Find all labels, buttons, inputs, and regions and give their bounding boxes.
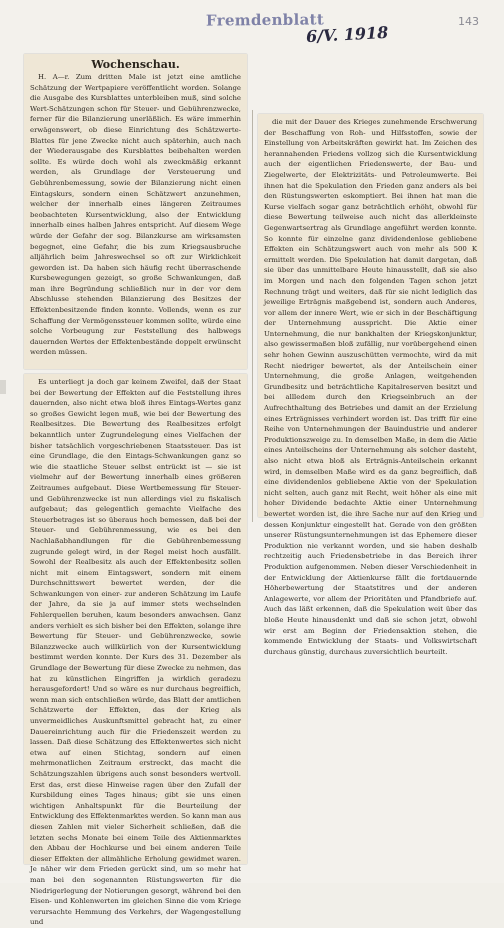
column-divider bbox=[252, 110, 253, 522]
article-paragraph-3: die mit der Dauer des Krieges zunehmende Erschwerung der Beschaffung von Roh- und Hilfsstoffen, sowie der Einstellung von Arbeitskräften gewirkt hat. Im Zeichen des herannahenden Friedens vollzog sich die Kursentwicklung auch der eigentlichen Friedenswerte, der Bau- und Ziegelwerte, der Elektrizitäts- und Petroleumwerte. Bei ihnen hat die Spekulation den Frieden ganz anders als bei den Rüstungswerten eskomptiert. Bei ihnen hat man die Kurse vielfach sogar ganz beträchtlich erhöht, obwohl für diese Bewertung teilweise auch nicht das allerkleinste Gegenwartsertrag als Grundlage angeführt werden konnte. So konnte für einzelne ganz dividendenlose gebliebene Effekten ein Schätzungswert auch von mehr als 500 K ermittelt werden. Die Spekulation hat damit dargetan, daß sie über das unmittelbare Heute hinausstellt, daß sie also im Morgen und nach den folgenden Tagen schon jetzt Rechnung trägt und weiters, daß für sie nicht lediglich das jeweilige Erträgnis maßgebend ist, sondern auch Anderes, vor allem der innere Wert, wie er sich in der Beschäftigung der Unternehmung ausspricht. Die Aktie einer Unternehmung, die nur bankhalten der Kriegskonjunktur, also gewissermaßen bloß zufällig, nur vorübergehend einen sehr hohen Gewinn auszuschütten vermochte, wird da mit Recht niedriger bewertet, als der Anteilschein einer Unternehmung, die große Anlagen, weitgehenden Grundbesitz und beträchtliche Kapitalreserven besitzt und bei allledem durch den Kriegseinbruch an der Aufrechthaltung des Betriebes und damit an der Erzielung eines Erträgnisses verhindert worden ist. Das trifft für eine Reihe von Unternehmungen der Bauindustrie und anderer Produktionszweige zu. In demselben Maße, in dem die Aktie eines Anteilscheins der Unternehmung als solcher dasteht, also nicht etwa bloß als Erträgnis-Anteilschein erkannt wird, in demselben Maße wird es da ganz begreiflich, daß eine dividendenlos gebliebene Aktie von der Spekulation nicht selten, auch ganz mit Recht, weit höher als eine mit hoher Dividende bedachte Aktie einer Unternehmung bewertet worden ist, die ihre Sache nur auf den Krieg und dessen Konjunktur eingestellt hat. Gerade von den größten unserer Rüstungsunternehmungen ist das Ephemere dieser Produktion nie verkannt worden, und sie haben deshalb rechtzeitig auch Friedensbetriebe in das Bereich ihrer Produktion aufgenommen. Neben dieser Verschiedenheit in der Entwicklung der Aktienkurse fällt die fortdauernde Höherbewertung der Staatstitres und der anderen Anlagewerte, vor allem der Prioritäten und Pfandbriefe auf. Auch das läßt erkennen, daß die Spekulation weit über das bloße Heute hinausdenkt und daß sie schon jetzt, obwohl wir erst am Beginn der Friedensaktion stehen, die kommende Entwicklung der Staats- und Volkswirtschaft durchaus günstig, durchaus zuversichtlich beurteilt. bbox=[264, 118, 477, 656]
newspaper-stamp: Fremdenblatt bbox=[205, 10, 325, 30]
article-title: Wochenschau. bbox=[91, 58, 180, 71]
handwritten-date: 6/V. 1918 bbox=[305, 22, 389, 47]
punch-hole-mark bbox=[0, 380, 6, 394]
article-paragraph-2: Es unterliegt ja doch gar keinem Zweifel, daß der Staat bei der Bewertung der Effekten auf die Feststellung ihres dauernden, also nicht etwa bloß ihres Eintags-Wertes ganz so großes Gewicht legen muß, wie bei der Bewertung des Realbesitzes. Die Bewertung des Realbesitzes erfolgt bekanntlich unter Zugrundelegung eines Vielfachen der bisher tatsächlich vorgeschriebenen Staatssteuer. Das ist eine Grundlage, die den Eintags-Schwankungen ganz so wie die staatliche Steuer selbst entrückt ist — sie ist vielmehr auf der Bewertung innerhalb eines größeren Zeitraumes aufgebaut. Diese Wertbemessung für Steuer- und Gebührenzwecke ist nun allerdings viel zu fiskalisch aufgebaut; das gelegentlich gemachte Vielfache des Steuerbetrages ist so überaus hoch bemessen, daß bei der Steuer- und Gebührenmessung, wie es bei den Nachlaßabhandlungen für die Gebührenbemessung zugrunde gelegt wird, in der Regel meist hoch ausfällt. Sowohl der Realbesitz als auch der Effektenbesitz sollen nicht mit einem Eintagswert, sondern mit einem Durchschnittswert bewertet werden, der die Schwankungen von einer- zur anderen Schätzung im Laufe der Jahre, da sie ja auf immer stets wechselnden Fehlerquellen beruhen, kaum besonders anwachsen. Ganz anders verhielt es sich bisher bei den Effekten, solange ihre Bewertung für Steuer- und Gebührenzwecke, sowie Bilanzzwecke auch willkürlich von der Kursentwicklung bestimmt werden konnte. Der Kurs des 31. Dezember als Grundlage der Bewertung für diese Zwecke zu nehmen, das hat zu künstlichen Eingriffen ja wirklich geradezu herausgefordert! Und so wäre es nur durchaus begreiflich, wenn man sich entschließen würde, das Blatt der amtlichen Schätzwerte der Effekten, das der Krieg als unvermeidliches Auskunftsmittel gebracht hat, zu einer Dauereinrichtung auch für die Friedenszeit werden zu lassen. Daß diese Schätzung des Effektenwertes sich nicht etwa auf einen Stichtag, sondern auf einen mehrmonatlichen Zeitraum erstreckt, das macht die Schätzungszahlen übrigens auch sonst besonders wertvoll. Erst das, erst diese Hinweise ragen über den Zufall der Kursbildung eines Tages hinaus; gibt sie uns einen wichtigen Anhaltspunkt für die Beurteilung der Entwicklung des Effektenmarktes werden. So kann man aus diesen Zahlen mit vieler Sicherheit schließen, daß die letzten sechs Monate bei einem Teile des Aktienmarktes den Abbau der Hochkurse und bei einem anderen Teile dieser Effekten der allmähliche Erholung gewidmet waren. Je näher wir dem Frieden gerückt sind, um so mehr hat man bei den sogenannten Rüstungswerten für die Niedrigerlegung der Notierungen gesorgt, während bei den Eisen- und Kohlenwerten im gleichen Sinne die vom Kriege verursachte Hemmung des Verkehrs, der Wagengestellung und bbox=[30, 378, 241, 927]
page-number: 143 bbox=[458, 15, 479, 28]
article-paragraph-1: H. A—r. Zum dritten Male ist jetzt eine amtliche Schätzung der Wertpapiere veröffentlicht worden. Solange die Ausgabe des Kursblattes unterbleiben muß, sind solche Wert-Schätzungen schon für Steuer- und Gebührenzwecke, ferner für die Bilanzierung unerläßlich. Es wäre immerhin erwägenswert, ob diese Einrichtung des Schätzwerte-Blattes für jene Zwecke nicht auch späterhin, auch nach der Wiederausgabe des Kursblattes beibehalten werden sollte. Es würde doch wohl als zweckmäßig erkannt werden, als Grundlage der Versteuerung und Gebührenbemessung, sowie der Bilanzierung nicht einen Eintagskurs, sondern einen Schätzwert anzunehmen, welcher der innerhalb eines längeren Zeitraumes beobachteten Kursentwicklung, also der Entwicklung innerhalb eines halben Jahres entspricht. Auf diesem Wege würde der Gefahr der sog. Bilanzkurse am wirksamsten begegnet, eine Gefahr, die bis zum Kriegsausbruche alljährlich beim Jahreswechsel so oft zur Wirklichkeit geworden ist. Da haben sich häufig recht überraschende Kursbewegungen gezeigt, so große Schwankungen, daß man ihre Begründung schließlich nur in der vor dem Abschlusse stehenden Bilanzierung des Besitzes der Effektenbesitzende finden konnte. Vollends, wenn es zur Schaffung der Vermögenssteuer kommen sollte, würde eine solche Vorbeugung zur Feststellung des halbwegs dauernden Wertes der Effektenbestände doppelt erwünscht werden müssen. bbox=[30, 73, 241, 357]
clipping-column-1 bbox=[24, 54, 247, 369]
clipping-column-3 bbox=[258, 114, 483, 656]
clipping-column-2 bbox=[24, 374, 247, 927]
